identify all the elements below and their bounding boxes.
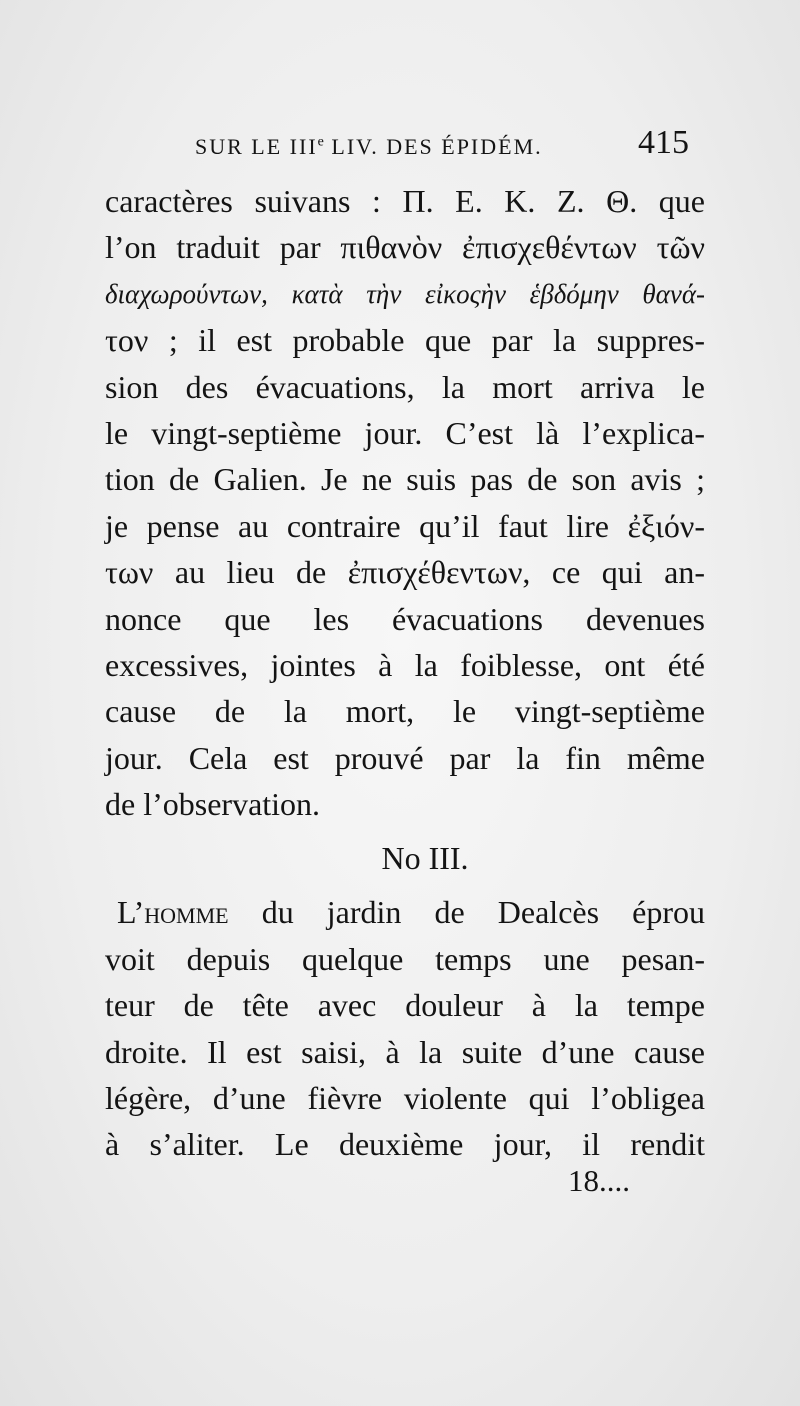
text-line: teur de tête avec douleur à la tempe (105, 987, 705, 1024)
text-line: τον ; il est probable que par la suppres- (105, 322, 705, 359)
page-number: 415 (638, 124, 689, 161)
text-line: jour. Cela est prouvé par la fin même (105, 739, 705, 776)
text-line: je pense au contraire qu’il faut lire ἐξιόν- (105, 507, 705, 544)
text-line: tion de Galien. Je ne suis pas de son avis ; (105, 461, 705, 498)
text-line: cause de la mort, le vingt-septième (105, 693, 705, 730)
small-caps-word: L’homme (117, 894, 229, 931)
text-line: excessives, jointes à la foiblesse, ont été (105, 646, 705, 683)
text-line: caractères suivans : Π. Ε. Κ. Ζ. Θ. que (105, 183, 705, 219)
text-line: droite. Il est saisi, à la suite d’une cause (105, 1033, 705, 1070)
text-line: των au lieu de ἐπισχέθεντων, ce qui an- (105, 554, 705, 591)
text-line: à s’aliter. Le deuxième jour, il rendit (105, 1126, 705, 1163)
text-line: sion des évacuations, la mort arriva le (105, 368, 705, 405)
body-text (105, 178, 705, 1168)
catchword: 18.... (568, 1163, 630, 1198)
text-line: l’on traduit par πιθανὸν ἐπισχεθέντων τῶν (105, 229, 705, 266)
text-line: L’homme du jardin de Dealcès éprou (117, 894, 705, 931)
text-line: nonce que les évacuations devenues (105, 600, 705, 637)
text-line: voit depuis quelque temps une pesan- (105, 940, 705, 977)
text-line: le vingt-septième jour. C’est là l’explica- (105, 414, 705, 451)
running-head: SUR LE IIIe LIV. DES ÉPIDÉM. (195, 134, 543, 159)
text-line: légère, d’une fièvre violente qui l’obligea (105, 1080, 705, 1117)
text-line: διαχωρούντων, κατὰ τὴν εἰκοςὴν ἑβδόμην θανά- (105, 278, 705, 309)
section-heading: No III. (381, 840, 469, 877)
page-header (195, 124, 705, 168)
text-line: de l’observation. (105, 786, 321, 823)
